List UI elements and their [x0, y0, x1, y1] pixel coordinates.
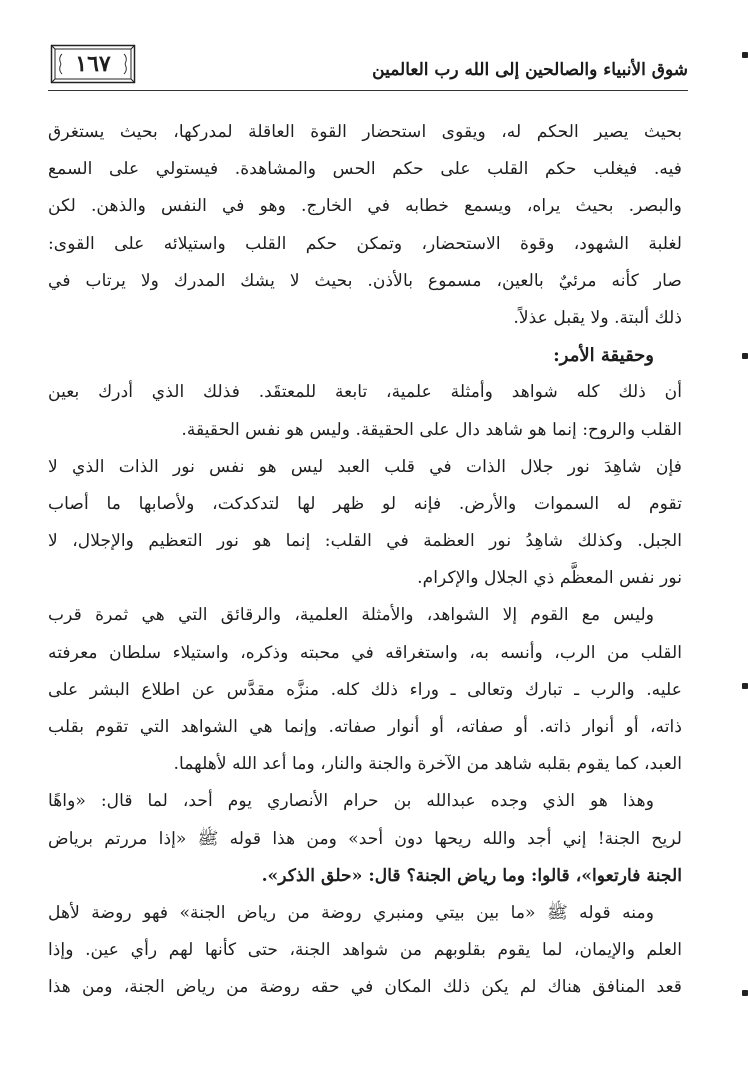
page-edge-mark [742, 52, 748, 58]
page-number: ١٦٧ [75, 51, 111, 77]
text-line: ذلك ألبتة. ولا يقبل عذلاً. [513, 307, 682, 328]
text-line: القلب من الرب، وأنسه به، واستغراقه في محبته وذكره، واستيلاء سلطان معرفته [48, 642, 682, 663]
text-line: تقوم له السموات والأرض. فإنه لو ظهر لها لتدكدكت، ولأصابها ما أصاب [48, 493, 682, 514]
running-header [48, 38, 688, 90]
text-line: فإن شاهِدَ نور جلال الذات في قلب العبد ليس هو نفس نور الذات الذي لا [48, 456, 682, 477]
text-line: أن ذلك كله شواهد وأمثلة علمية، تابعة للمعتقَد. فذلك الذي أدرك بعين [48, 382, 682, 403]
text-line: ومنه قوله ﷺ «ما بين بيتي ومنبري روضة من رياض الجنة» فهو روضة لأهل [48, 902, 654, 923]
text-line: والبصر. بحيث يراه، ويسمع خطابه في الخارج. وهو في النفس والذهن. لكن [48, 196, 682, 217]
header-divider [48, 90, 688, 91]
body-text [48, 114, 682, 1007]
text-line: القلب والروح: إنما هو شاهد دال على الحقيقة. وليس هو نفس الحقيقة. [181, 419, 682, 440]
text-line: الجبل. وكذلك شاهِدُ نور العظمة في القلب: إنما هو نور التعظيم والإجلال، لا [48, 531, 682, 552]
text-line: فيه. فيغلب حكم القلب على حكم الحس والمشاهدة. فيستولي على السمع [48, 159, 682, 180]
text-line: وهذا هو الذي وجده عبدالله بن حرام الأنصاري يوم أحد، لما قال: «واهًا [48, 791, 654, 812]
page-number-frame [50, 44, 136, 84]
text-line: العبد، كما يقوم بقلبه شاهد من الآخرة والجنة والنار، وما أعد الله لأهلهما. [173, 754, 682, 775]
text-line: الجنة فارتعوا»، قالوا: وما رياض الجنة؟ قال: «حلق الذكر». [261, 865, 682, 886]
text-line: صار كأنه مرئيٌ بالعين، مسموع بالأذن. بحيث لا يشك المدرك ولا يرتاب في [48, 270, 682, 291]
text-line: لغلبة الشهود، وقوة الاستحضار، وتمكن حكم القلب واستيلائه على القوى: [48, 233, 682, 254]
page-edge-mark [742, 683, 748, 689]
text-line: العلم والإيمان، لما يقوم بقلوبهم من شواهد الجنة، حتى كأنها لهم رأي عين. وإذا [48, 940, 682, 961]
text-line: ذاته، أو أنوار ذاته. أو صفاته، أو أنوار صفاته. وإنما هي الشواهد التي تقوم بقلب [48, 717, 682, 737]
text-line: قعد المنافق هناك لم يكن ذلك المكان في حقه روضة من رياض الجنة، ومن هذا [48, 977, 682, 998]
running-header-title: شوق الأنبياء والصالحين إلى الله رب العالمين [372, 60, 688, 80]
page-edge-mark [742, 353, 748, 359]
section-heading: وحقيقة الأمر: [553, 345, 654, 367]
text-line: عليه. والرب ـ تبارك وتعالى ـ وراء ذلك كله. منزَّه مقدَّس عن اطلاع البشر على [48, 679, 682, 700]
text-line: بحيث يصير الحكم له، ويقوى استحضار القوة العاقلة لمدركها، بحيث يستغرق [48, 122, 682, 142]
text-line: لريح الجنة! إني أجد والله ريحها دون أحد» ومن هذا قوله ﷺ «إذا مررتم برياض [48, 828, 682, 849]
page-edge-mark [742, 990, 748, 996]
text-line: وليس مع القوم إلا الشواهد، والأمثلة العلمية، والرقائق التي هي ثمرة قرب [48, 605, 654, 626]
text-line: نور نفس المعظَّم ذي الجلال والإكرام. [417, 568, 682, 589]
